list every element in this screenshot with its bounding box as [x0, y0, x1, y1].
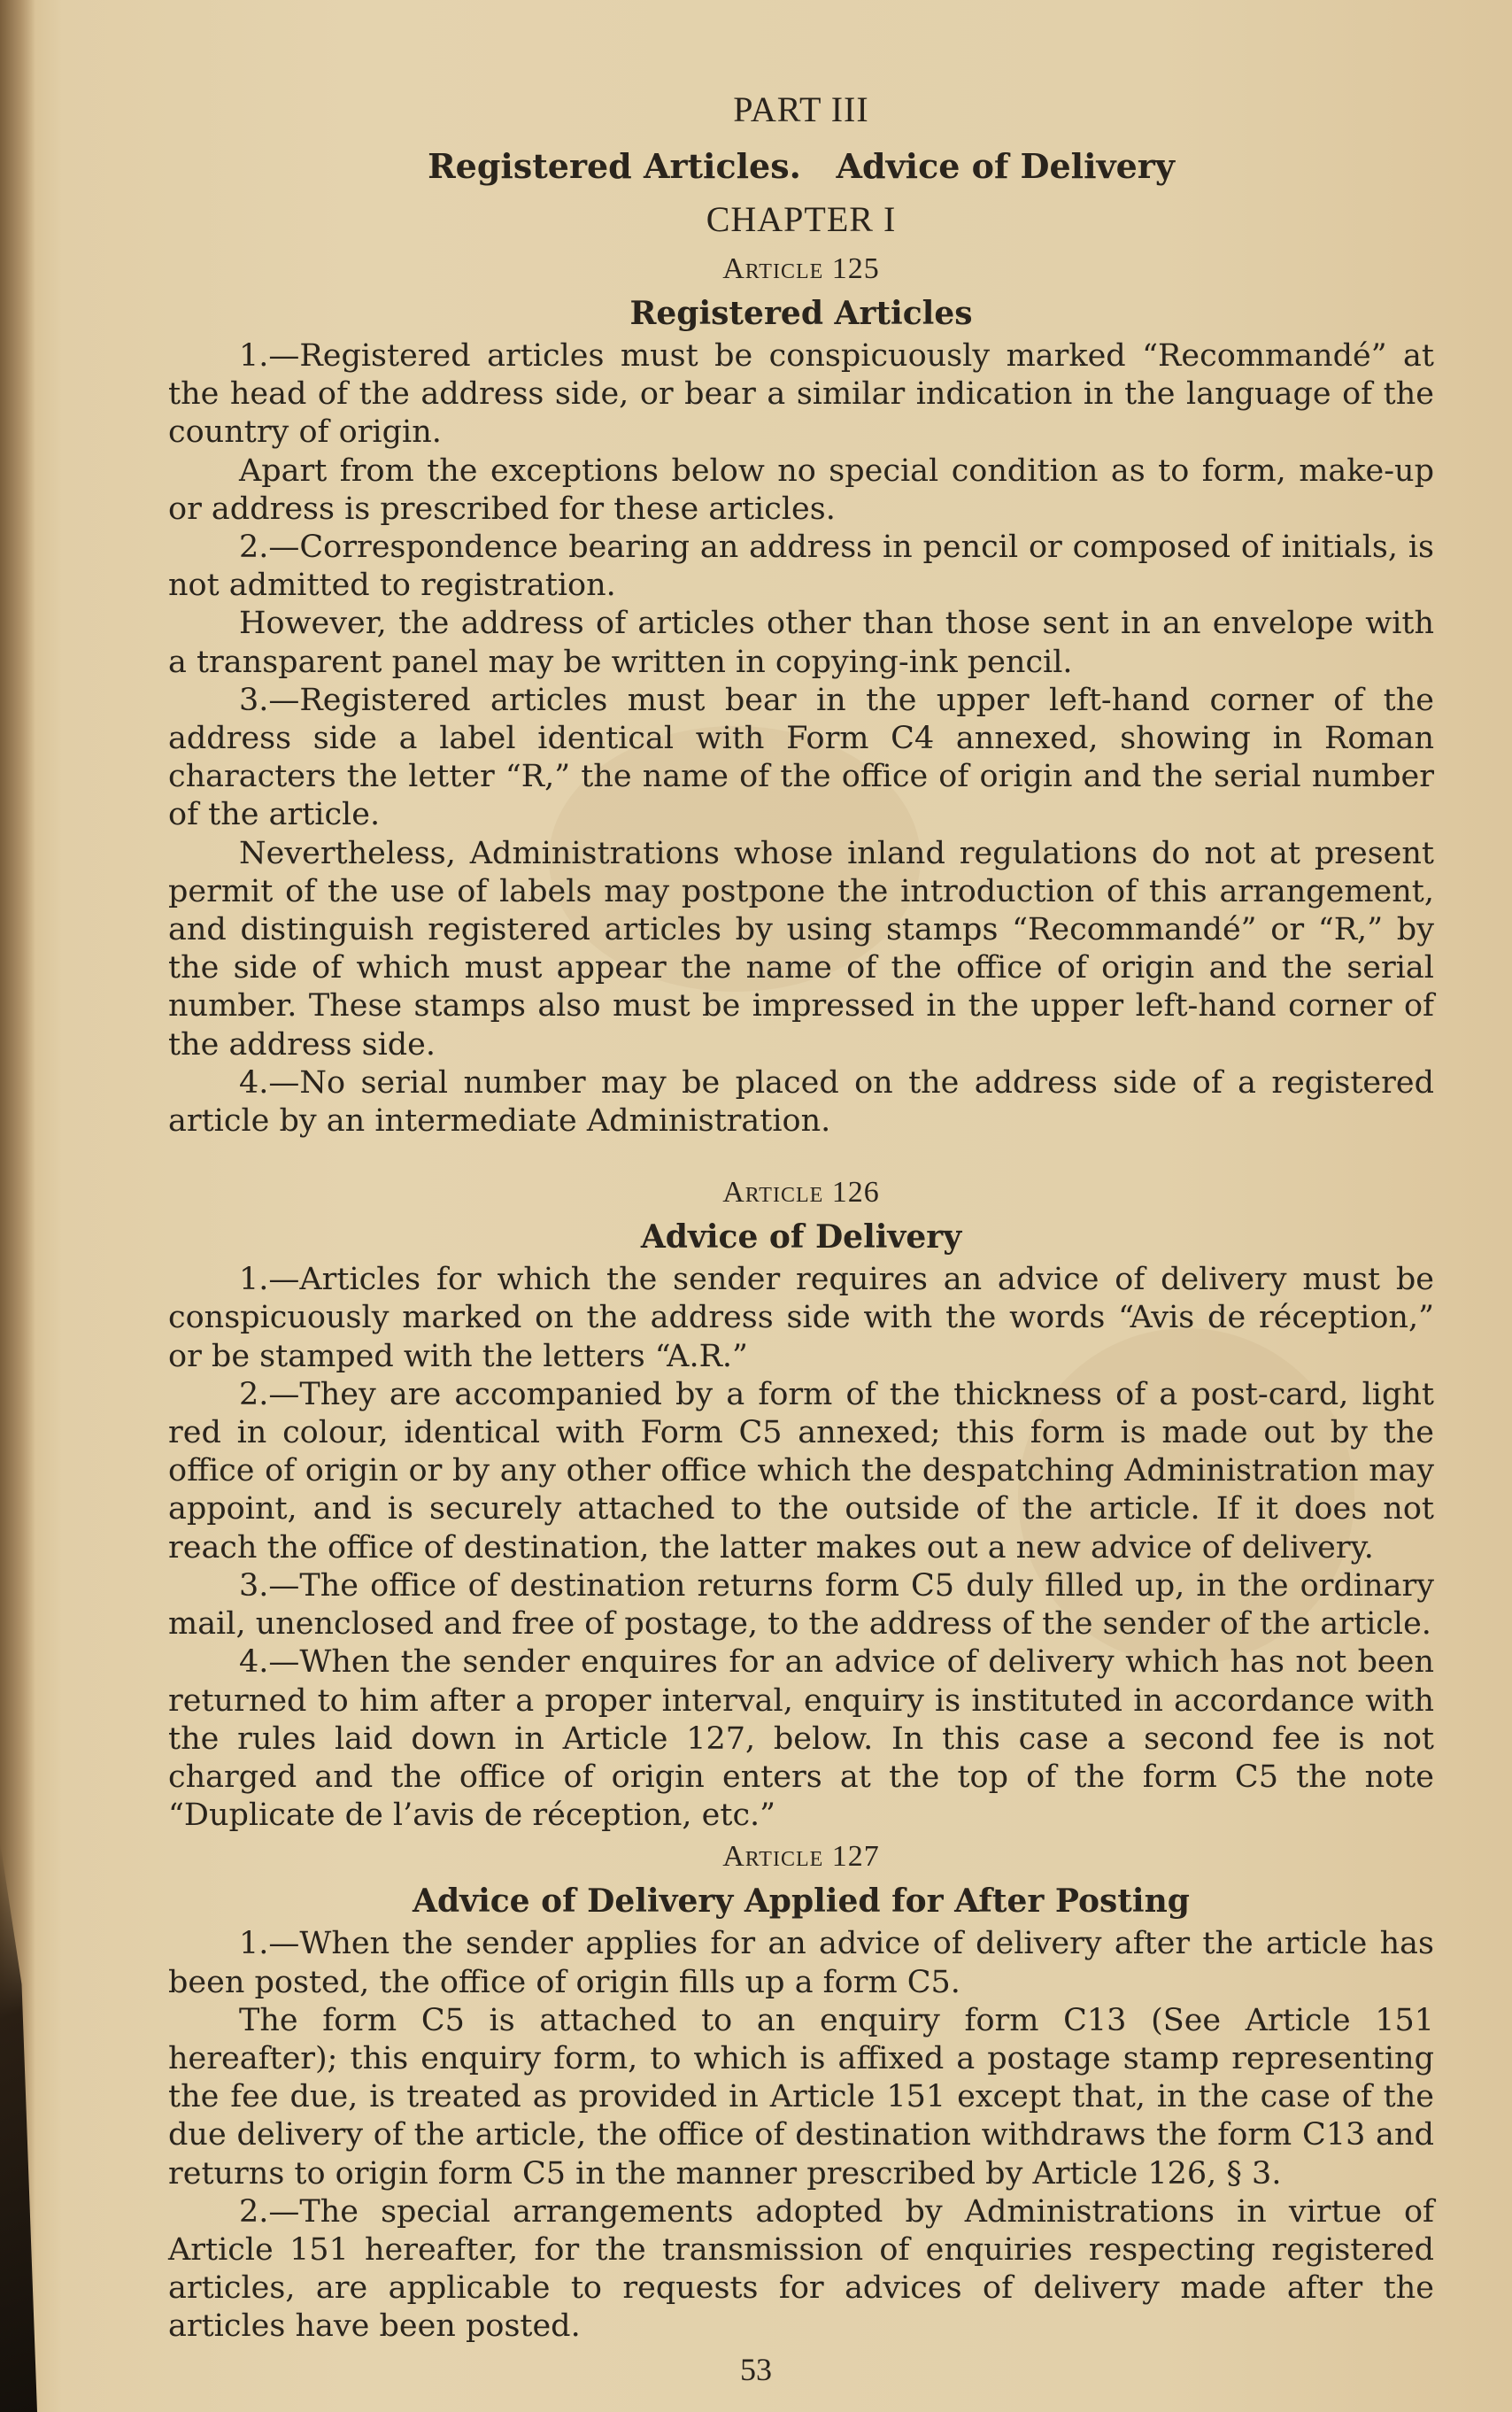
article-section [168, 1840, 1434, 2346]
article-paragraph: 3.—Registered articles must bear in the upper left-hand corner of the address side a label identical with Form C4 annexed, showing in Roman characters the letter “R,” the name of the office of origin and the serial number of the article. [168, 682, 1434, 833]
article-number: Article 125 [722, 252, 880, 285]
article-title: Advice of Delivery Applied for After Posting [413, 1882, 1190, 1921]
article-title: Registered Articles [629, 295, 973, 332]
article-paragraph: However, the address of articles other than those sent in an envelope with a transparent panel may be written in copying-ink pencil. [168, 606, 1434, 680]
article-paragraph: 4.—When the sender enquires for an advice of delivery which has not been returned to him after a proper interval, enquiry is instituted in accordance with the rules laid down in Article 127, below. In this case a second fee is not charged and the office of origin enters at the top of the form C5 the note “Duplicate de l’avis de réception, etc.” [168, 1644, 1434, 1834]
article-paragraph: 2.—Correspondence bearing an address in pencil or composed of initials, is not admitted to registration. [168, 530, 1434, 604]
part-subtitle: Registered Articles. Advice of Delivery [428, 146, 1175, 186]
article-section [168, 1176, 1434, 1835]
article-number: Article 126 [722, 1176, 880, 1210]
article-paragraph: 2.—The special arrangements adopted by Administrations in virtue of Article 151 hereafter, for the transmission of enquiries respecting registered articles, are applicable to requests for advices of delivery made after the articles have been posted. [168, 2193, 1434, 2345]
article-paragraph: Nevertheless, Administrations whose inland regulations do not at present permit of the use of labels may postpone the introduction of this arrangement, and distinguish registered articles by using stamps “Recommandé” or “R,” by the side of which must appear the name of the office of origin and the serial number. These stamps also must be impressed in the upper left-hand corner of the address side. [168, 835, 1434, 1063]
article-paragraph: The form C5 is attached to an enquiry form C13 (See Article 151 hereafter); this enquiry form, to which is affixed a postage stamp representing the fee due, is treated as provided in Article 151 except that, in the case of the due delivery of the article, the office of destination withdraws the form C13 and returns to origin form C5 in the manner prescribed by Article 126, § 3. [168, 2002, 1434, 2192]
chapter-heading: CHAPTER I [706, 199, 897, 239]
article-paragraph: 2.—They are accompanied by a form of the thickness of a post-card, light red in colour, identical with Form C5 annexed; this form is made out by the office of origin or by any other office which the despatching Administration may appoint, and is securely attached to the outside of the article. If it does not reach the office of destination, the latter makes out a new advice of delivery. [168, 1376, 1434, 1565]
article-paragraph: Apart from the exceptions below no special condition as to form, make-up or address is prescribed for these articles. [168, 452, 1434, 527]
article-paragraph: 1.—When the sender applies for an advice of delivery after the article has been posted, the office of origin fills up a form C5. [168, 1926, 1434, 2000]
page-number: 53 [740, 2352, 772, 2387]
article-paragraph: 1.—Registered articles must be conspicuously marked “Recommandé” at the head of the address side, or bear a similar indication in the language of the country of origin. [168, 338, 1434, 451]
article-number: Article 127 [722, 1840, 880, 1874]
page-content [168, 89, 1434, 2346]
article-paragraph: 3.—The office of destination returns form C5 duly filled up, in the ordinary mail, unenclosed and free of postage, to the address of the sender of the article. [168, 1567, 1434, 1643]
article-section [168, 252, 1434, 1140]
article-title: Advice of Delivery [640, 1218, 962, 1256]
article-paragraph: 1.—Articles for which the sender requires an advice of delivery must be conspicuously marked on the address side with the words “Avis de réception,” or be stamped with the letters “A.R.” [168, 1262, 1434, 1374]
article-paragraph: 4.—No serial number may be placed on the address side of a registered article by an intermediate Administration. [168, 1064, 1434, 1140]
part-heading: PART III [733, 89, 869, 129]
